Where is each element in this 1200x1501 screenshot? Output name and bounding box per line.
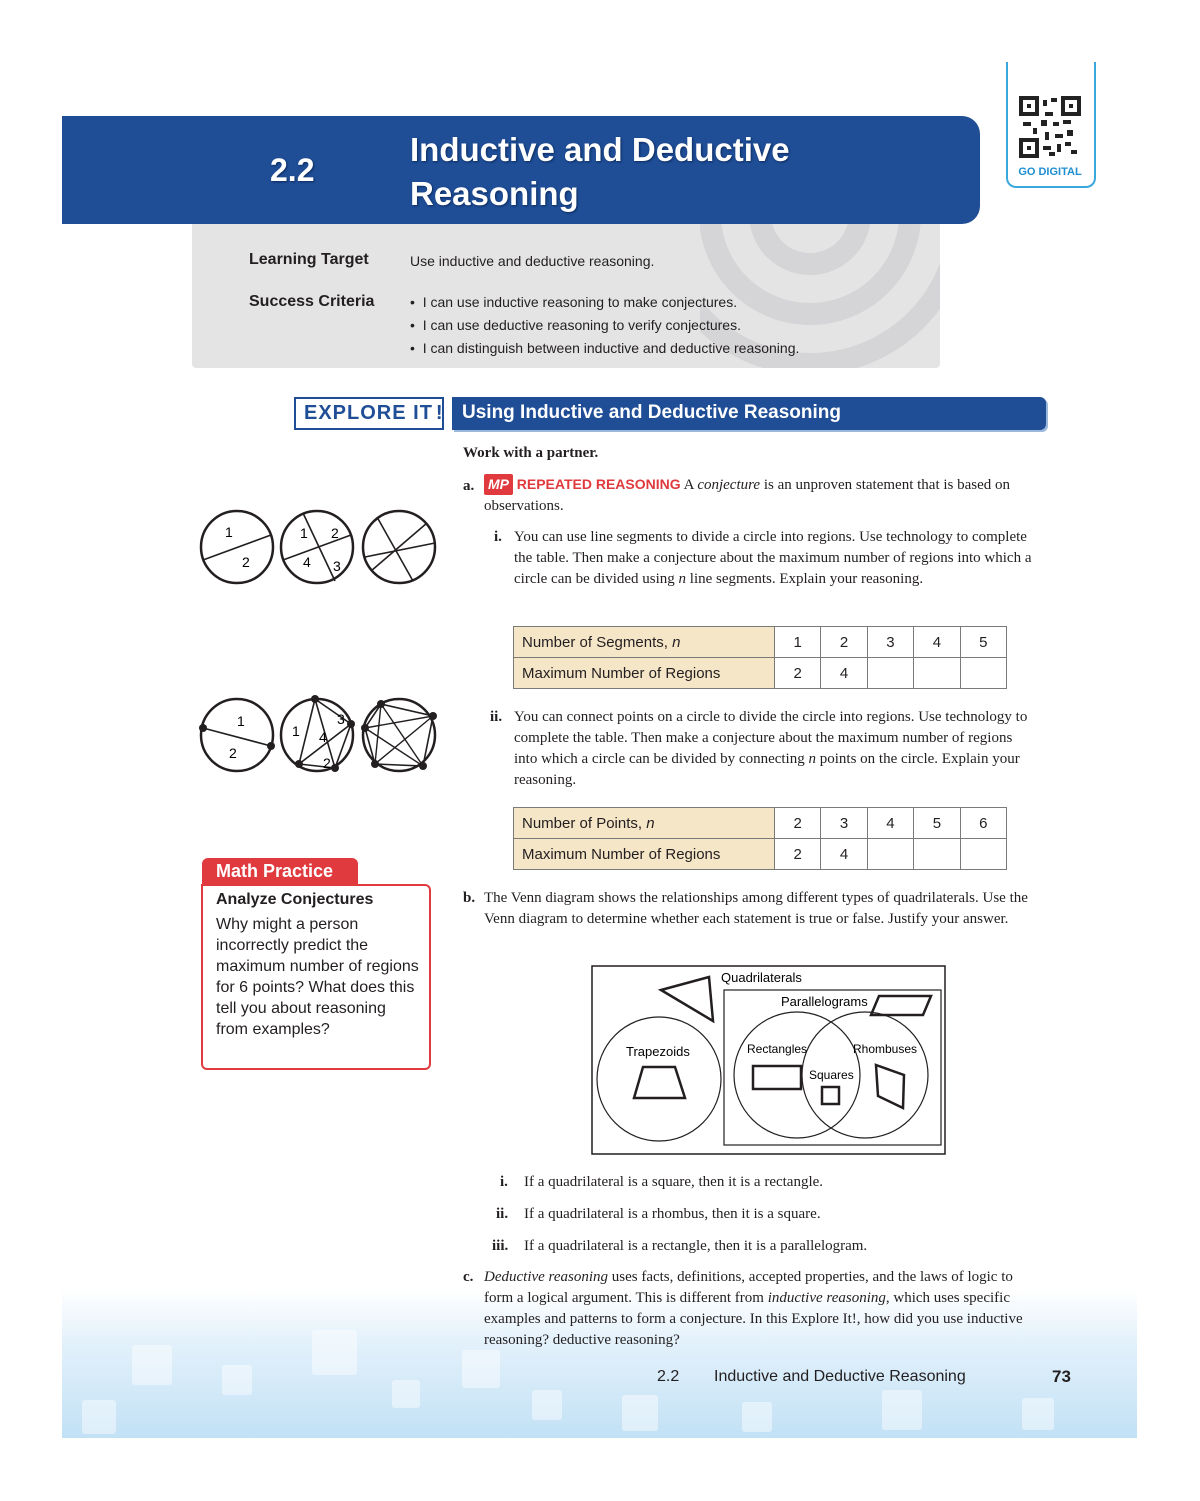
section-number: 2.2: [270, 152, 315, 188]
table-cell: 2: [775, 808, 821, 839]
table-cell: 4: [914, 627, 960, 658]
region-label: 2: [323, 755, 331, 771]
table-cell[interactable]: [914, 839, 960, 870]
table-header-cell: Maximum Number of Regions: [514, 839, 775, 870]
circle-3-segments: [363, 511, 435, 583]
footer-section-title: Inductive and Deductive Reasoning: [714, 1368, 966, 1385]
table-cell[interactable]: [867, 839, 913, 870]
rectangles-label: Rectangles: [747, 1042, 808, 1056]
qr-code-icon: [1019, 96, 1081, 158]
table-cell[interactable]: [914, 658, 960, 689]
table-header-cell: Number of Segments, n: [514, 627, 775, 658]
table-cell[interactable]: [867, 658, 913, 689]
table-header-cell: Maximum Number of Regions: [514, 658, 775, 689]
bullet-icon: •: [410, 317, 423, 333]
region-label: 2: [229, 745, 237, 761]
success-criteria-label: Success Criteria: [249, 293, 375, 310]
table-cell: 5: [960, 627, 1006, 658]
segment-circles-figure: [195, 505, 445, 590]
statement-text: If a quadrilateral is a rectangle, then it is a parallelogram.: [524, 1238, 868, 1254]
region-label: 4: [303, 554, 311, 570]
go-digital-label: GO DIGITAL: [1018, 166, 1082, 178]
math-practice-heading: Analyze Conjectures: [216, 891, 374, 908]
part-a-i-label: i.: [494, 529, 502, 545]
points-table: [513, 807, 1007, 870]
quadrilateral-venn-diagram: [591, 965, 947, 1156]
table-row: [514, 839, 1007, 870]
explore-intro: Work with a partner.: [463, 445, 599, 461]
page-number: 73: [1052, 1367, 1071, 1386]
quadrilaterals-label: Quadrilaterals: [721, 970, 802, 985]
part-c-letter: c.: [463, 1269, 474, 1285]
table-cell: 1: [775, 627, 821, 658]
part-a-letter: a.: [463, 478, 475, 494]
table-cell[interactable]: [960, 839, 1006, 870]
table-row: [514, 658, 1007, 689]
region-label: 1: [292, 723, 300, 739]
part-b-letter: b.: [463, 890, 476, 906]
table-cell: 6: [960, 808, 1006, 839]
part-a-ii-text: You can connect points on a circle to divide the circle into regions. Use technology to complete the table. Then make a conjecture about the maximum number of regions into which a circle can be divided by connecting n points on the circle. Explain your reasoning.: [514, 709, 1028, 788]
table-cell: 4: [867, 808, 913, 839]
mp-badge: MP: [484, 474, 513, 495]
region-label: 1: [237, 713, 245, 729]
table-cell: 3: [867, 627, 913, 658]
parallelograms-label: Parallelograms: [781, 994, 868, 1009]
criteria-item: • I can use deductive reasoning to verify conjectures.: [410, 317, 741, 333]
circle-3-points: [281, 695, 355, 772]
table-cell[interactable]: [960, 658, 1006, 689]
math-practice-label: Math Practice: [216, 861, 334, 881]
circle-2-points: [199, 699, 275, 771]
region-label: 3: [337, 711, 345, 727]
segments-table: [513, 626, 1007, 689]
region-label: 1: [225, 524, 233, 540]
table-cell: 2: [775, 839, 821, 870]
learning-target-label: Learning Target: [249, 251, 369, 268]
trapezoids-label: Trapezoids: [626, 1044, 690, 1059]
table-cell: 5: [914, 808, 960, 839]
region-label: 1: [300, 525, 308, 541]
table-row: [514, 808, 1007, 839]
part-a-ii-label: ii.: [490, 709, 503, 725]
part-a-i-text: You can use line segments to divide a circle into regions. Use technology to complete the table. Then make a conjecture about the maximum number of regions into which a circle can be divided using n line segments. Explain your reasoning.: [514, 529, 1032, 587]
explore-it-label: EXPLORE IT !: [304, 402, 444, 424]
repeated-reasoning-label: REPEATED REASONING: [516, 476, 681, 492]
criteria-item: • I can distinguish between inductive and deductive reasoning.: [410, 340, 800, 356]
learning-target-text: Use inductive and deductive reasoning.: [410, 253, 655, 269]
statement-label: iii.: [492, 1238, 509, 1254]
statement-label: i.: [500, 1174, 508, 1190]
region-label: 3: [333, 558, 341, 574]
table-row: [514, 627, 1007, 658]
bullet-icon: •: [410, 294, 423, 310]
region-label: 2: [242, 554, 250, 570]
table-cell: 2: [821, 627, 867, 658]
criteria-item: • I can use inductive reasoning to make conjectures.: [410, 294, 738, 310]
statement-label: ii.: [496, 1206, 509, 1222]
region-label: 2: [331, 525, 339, 541]
part-c-text: Deductive reasoning uses facts, definitions, accepted properties, and the laws of logic to form a logical argument. This is different from inductive reasoning, which uses specific examples and patterns to form a conjecture. In this Explore It!, how did you use inductive reasoning? deductive reasoning?: [484, 1269, 1023, 1348]
squares-label: Squares: [809, 1068, 854, 1082]
table-header-cell: Number of Points, n: [514, 808, 775, 839]
table-cell: 2: [775, 658, 821, 689]
statement-text: If a quadrilateral is a square, then it is a rectangle.: [524, 1174, 824, 1190]
math-practice-text: Why might a person incorrectly predict the maximum number of regions for 6 points? What does this tell you about reasoning from examples?: [216, 916, 419, 1038]
rhombuses-label: Rhombuses: [853, 1042, 918, 1056]
circle-1-segment: [201, 511, 273, 583]
table-cell: 3: [821, 808, 867, 839]
statement-text: If a quadrilateral is a rhombus, then it is a square.: [524, 1206, 821, 1222]
table-cell: 4: [821, 839, 867, 870]
circle-2-segments: [281, 511, 353, 583]
part-b-text: The Venn diagram shows the relationships among different types of quadrilaterals. Use the Venn diagram to determine whether each statement is true or false. Justify your answer.: [484, 890, 1028, 927]
circle-5-points: [361, 699, 437, 771]
footer-section-number: 2.2: [657, 1368, 680, 1385]
section-title: Inductive and Deductive Reasoning: [410, 131, 790, 212]
table-cell: 4: [821, 658, 867, 689]
part-a-text: MP REPEATED REASONING A conjecture is an unproven statement that is based on observations.: [484, 476, 1011, 514]
point-circles-figure: [195, 690, 445, 780]
explore-title: Using Inductive and Deductive Reasoning: [462, 402, 842, 423]
bullet-icon: •: [410, 340, 423, 356]
region-label: 4: [319, 729, 327, 745]
